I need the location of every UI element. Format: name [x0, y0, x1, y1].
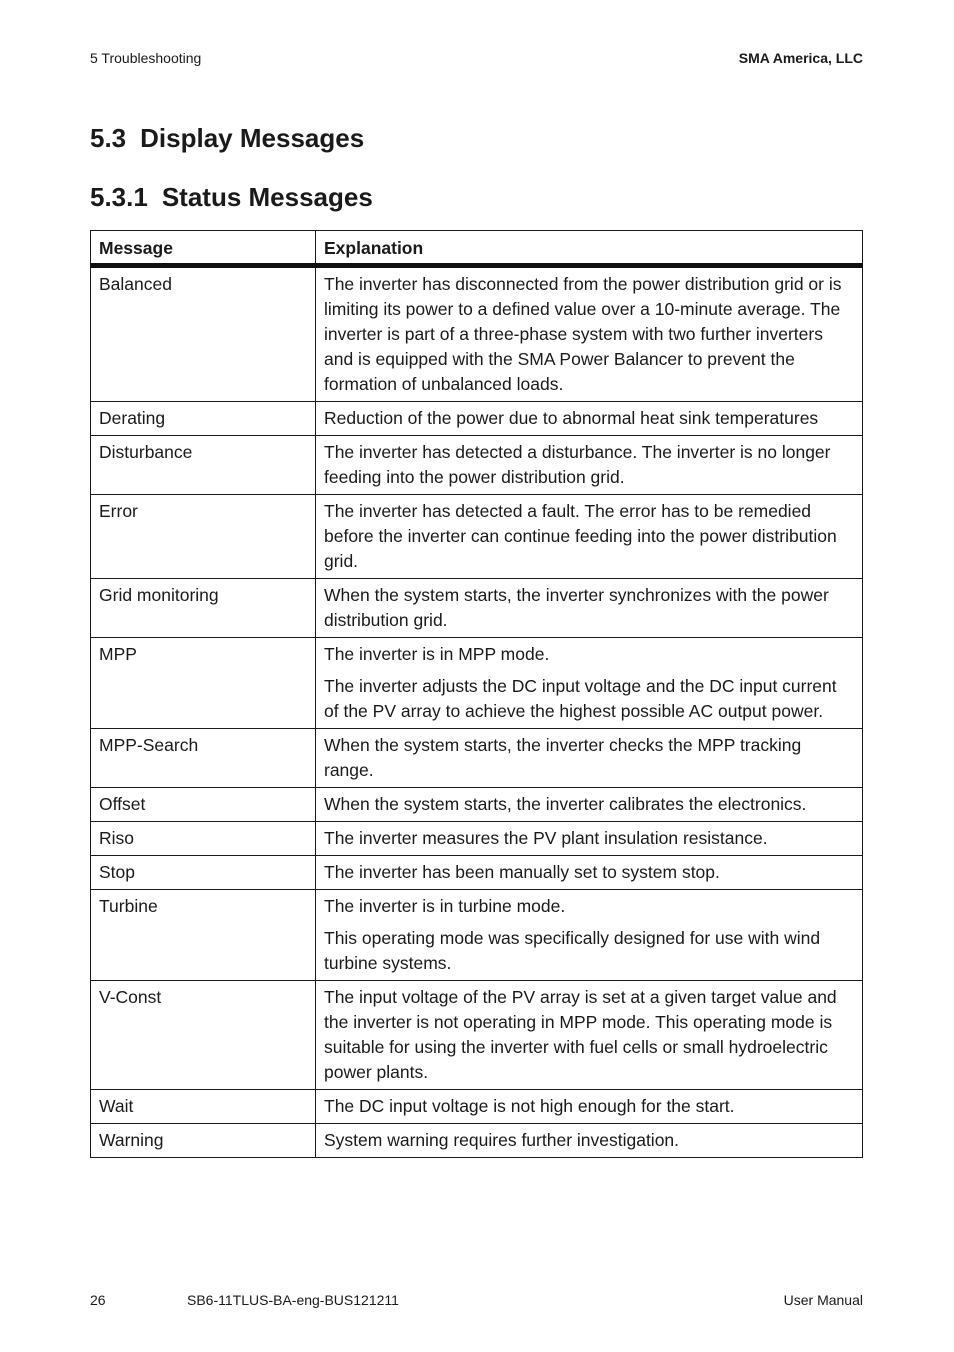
- message-cell: Warning: [91, 1124, 316, 1158]
- message-cell: MPP-Search: [91, 729, 316, 788]
- subsection-heading: [90, 182, 373, 213]
- section-number: 5.3: [90, 123, 127, 153]
- explanation-paragraph: The inverter measures the PV plant insulation resistance.: [324, 828, 768, 848]
- subsection-title: Status Messages: [161, 182, 373, 212]
- explanation-cell: [316, 788, 863, 822]
- message-cell: Grid monitoring: [91, 579, 316, 638]
- section-title: Display Messages: [140, 123, 365, 153]
- document-type: User Manual: [783, 1292, 863, 1308]
- message-cell: MPP: [91, 638, 316, 729]
- table-row: [91, 981, 863, 1090]
- explanation-paragraph: When the system starts, the inverter checks the MPP tracking range.: [324, 735, 802, 780]
- running-header-company: SMA America, LLC: [738, 50, 863, 66]
- explanation-paragraph: The inverter adjusts the DC input voltage and the DC input current of the PV array to achieve the highest possible AC output power.: [324, 676, 837, 721]
- explanation-paragraph: The DC input voltage is not high enough for the start.: [324, 1096, 735, 1116]
- explanation-cell: [316, 402, 863, 436]
- table-row: [91, 495, 863, 579]
- table-row: [91, 638, 863, 729]
- table-row: [91, 856, 863, 890]
- explanation-cell: [316, 266, 863, 402]
- explanation-paragraph: This operating mode was specifically designed for use with wind turbine systems.: [324, 928, 821, 973]
- status-messages-table: [90, 230, 863, 1158]
- section-heading: [90, 123, 364, 154]
- table-row: [91, 436, 863, 495]
- explanation-cell: [316, 638, 863, 729]
- table-row: [91, 266, 863, 402]
- table-row: [91, 729, 863, 788]
- explanation-cell: [316, 1090, 863, 1124]
- table-row: [91, 1124, 863, 1158]
- message-cell: Riso: [91, 822, 316, 856]
- table-row: [91, 1090, 863, 1124]
- explanation-cell: [316, 822, 863, 856]
- message-cell: Stop: [91, 856, 316, 890]
- column-header-message: Message: [91, 231, 316, 266]
- explanation-paragraph: The inverter is in turbine mode.: [324, 896, 566, 916]
- message-cell: Disturbance: [91, 436, 316, 495]
- message-cell: Wait: [91, 1090, 316, 1124]
- explanation-cell: [316, 1124, 863, 1158]
- explanation-paragraph: The inverter has been manually set to system stop.: [324, 862, 720, 882]
- explanation-paragraph: The inverter has detected a fault. The error has to be remedied before the inverter can continue feeding into the power distribution grid.: [324, 501, 837, 571]
- table-row: [91, 402, 863, 436]
- explanation-paragraph: The inverter has detected a disturbance. The inverter is no longer feeding into the power distribution grid.: [324, 442, 831, 487]
- message-cell: Turbine: [91, 890, 316, 981]
- table-row: [91, 822, 863, 856]
- page-number: 26: [90, 1292, 106, 1308]
- message-cell: Offset: [91, 788, 316, 822]
- explanation-paragraph: Reduction of the power due to abnormal heat sink temperatures: [324, 408, 819, 428]
- explanation-cell: [316, 436, 863, 495]
- explanation-cell: [316, 890, 863, 981]
- running-header-section: 5 Troubleshooting: [90, 50, 202, 66]
- explanation-cell: [316, 579, 863, 638]
- document-id: SB6-11TLUS-BA-eng-BUS121211: [187, 1292, 399, 1308]
- message-cell: Balanced: [91, 266, 316, 402]
- message-cell: V-Const: [91, 981, 316, 1090]
- explanation-cell: [316, 495, 863, 579]
- subsection-number: 5.3.1: [90, 182, 148, 212]
- explanation-paragraph: System warning requires further investigation.: [324, 1130, 680, 1150]
- explanation-cell: [316, 856, 863, 890]
- message-cell: Derating: [91, 402, 316, 436]
- message-cell: Error: [91, 495, 316, 579]
- explanation-paragraph: When the system starts, the inverter calibrates the electronics.: [324, 794, 807, 814]
- explanation-paragraph: The inverter is in MPP mode.: [324, 644, 550, 664]
- table-row: [91, 890, 863, 981]
- table-row: [91, 579, 863, 638]
- explanation-cell: [316, 981, 863, 1090]
- explanation-cell: [316, 729, 863, 788]
- explanation-paragraph: The inverter has disconnected from the power distribution grid or is limiting its power to a defined value over a 10-minute average. The inverter is part of a three-phase system with two further inverters and is equipped with the SMA Power Balancer to prevent the formation of unbalanced loads.: [324, 274, 842, 394]
- table-body: [91, 266, 863, 1158]
- table-row: [91, 788, 863, 822]
- explanation-paragraph: When the system starts, the inverter synchronizes with the power distribution grid.: [324, 585, 829, 630]
- table-header-row: [91, 231, 863, 266]
- explanation-paragraph: The input voltage of the PV array is set at a given target value and the inverter is not operating in MPP mode. This operating mode is suitable for using the inverter with fuel cells or small hydroelectric power plants.: [324, 987, 837, 1082]
- column-header-explanation: Explanation: [316, 231, 863, 266]
